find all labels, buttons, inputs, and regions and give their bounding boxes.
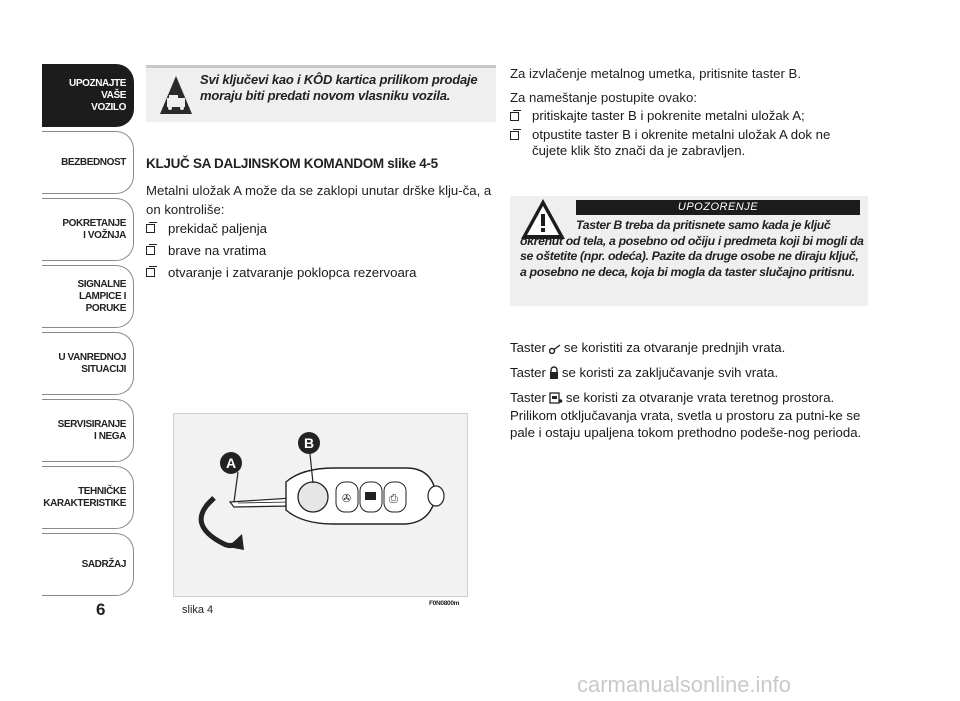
warning-text: Taster B treba da pritisnete samo kada je ključ okrenut od tela, a posebno od očiju i predmeta koji bi mogli da se oštetite (npr. odeća). Pazite da druge osobe ne diraju ključ, a posebno ne deca, koja bi mogla da taster slučajno pritisnu.: [520, 218, 864, 279]
tab-upoznajte-vase-vozilo[interactable]: [42, 64, 134, 127]
unlock-key-icon: [549, 338, 561, 361]
lock-icon: [549, 363, 559, 386]
checkbox-bullet-icon: [146, 268, 155, 277]
svg-text:⎙: ⎙: [389, 492, 398, 505]
tab-label: TEHNIČKE KARAKTERISTIKE: [43, 485, 126, 509]
section-intro: Metalni uložak A može da se zaklopi unutar drške klju-ča, a on kontroliše:: [146, 183, 492, 217]
list-item: otvaranje i zatvaranje poklopca rezervoara: [146, 262, 496, 284]
unlock-front-line: Taster se koristiti za otvaranje prednjih vrata.: [510, 336, 870, 361]
tab-tehnicke-karakteristike[interactable]: [42, 466, 134, 529]
label-a-marker: A: [220, 452, 242, 474]
warning-title: UPOZORENJE: [576, 200, 860, 215]
tab-signalne-lampice[interactable]: [42, 265, 134, 328]
watermark-text: carmanualsonline.info: [577, 672, 792, 697]
vehicle-caution-icon: [158, 74, 194, 121]
tab-label: SADRŽAJ: [81, 558, 126, 570]
tab-label: BEZBEDNOST: [61, 156, 126, 168]
note-text: Svi ključevi kao i KÔD kartica prilikom prodaje moraju biti predati novom vlasniku vozila.: [200, 72, 478, 103]
steps-list: [510, 108, 868, 162]
paragraph-extract: Za izvlačenje metalnog umetka, pritisnite taster B.: [510, 66, 801, 81]
tab-label: POKRETANJE I VOŽNJA: [62, 217, 126, 241]
figure-code: F0N0800m: [429, 600, 460, 607]
checkbox-bullet-icon: [146, 224, 155, 233]
list-item: pritiskajte taster B i pokrenite metalni uložak A;: [510, 108, 868, 124]
tab-u-vanrednoj-situaciji[interactable]: [42, 332, 134, 395]
key-figure: [173, 413, 468, 597]
page-number: 6: [96, 600, 106, 619]
checkbox-bullet-icon: [146, 246, 155, 255]
paragraph-setup: Za nameštanje postupite ovako:: [510, 90, 697, 105]
tab-sadrzaj[interactable]: [42, 533, 134, 596]
tab-label: SERVISIRANJE I NEGA: [57, 418, 126, 442]
list-item: prekidač paljenja: [146, 218, 496, 240]
cargo-door-line: Taster se koristi za otvaranje vrata teretnog prostora.: [510, 386, 870, 411]
section-title: KLJUČ SA DALJINSKOM KOMANDOM slike 4-5: [146, 156, 438, 171]
label-b-marker: B: [298, 432, 320, 454]
key-illustration: [174, 414, 467, 596]
svg-text:✇: ✇: [342, 492, 352, 505]
list-item: otpustite taster B i okrenite metalni uložak A dok ne čujete klik što znači da je zabravljen.: [510, 127, 868, 159]
tab-pokretanje-i-voznja[interactable]: [42, 198, 134, 261]
list-item: brave na vratima: [146, 240, 496, 262]
checkbox-bullet-icon: [510, 112, 519, 121]
tab-label: U VANREDNOJ SITUACIJI: [58, 351, 126, 375]
button-descriptions: [510, 336, 870, 411]
sidebar-nav: [42, 64, 134, 600]
tab-servisiranje-i-nega[interactable]: [42, 399, 134, 462]
figure-caption: slika 4: [182, 604, 214, 616]
lock-all-line: Taster se koristi za zaključavanje svih vrata.: [510, 361, 870, 386]
control-list: [146, 218, 496, 284]
tab-label: UPOZNAJTE VAŠE VOZILO: [69, 77, 126, 113]
tab-bezbednost[interactable]: [42, 131, 134, 194]
paragraph-interior-lights: Prilikom otključavanja vrata, svetla u prostoru za putni-ke se pale i ostaju upaljena tokom prethodno podeše-nog perioda.: [510, 408, 862, 440]
tab-label: SIGNALNE LAMPICE I PORUKE: [77, 278, 126, 314]
checkbox-bullet-icon: [510, 131, 519, 140]
